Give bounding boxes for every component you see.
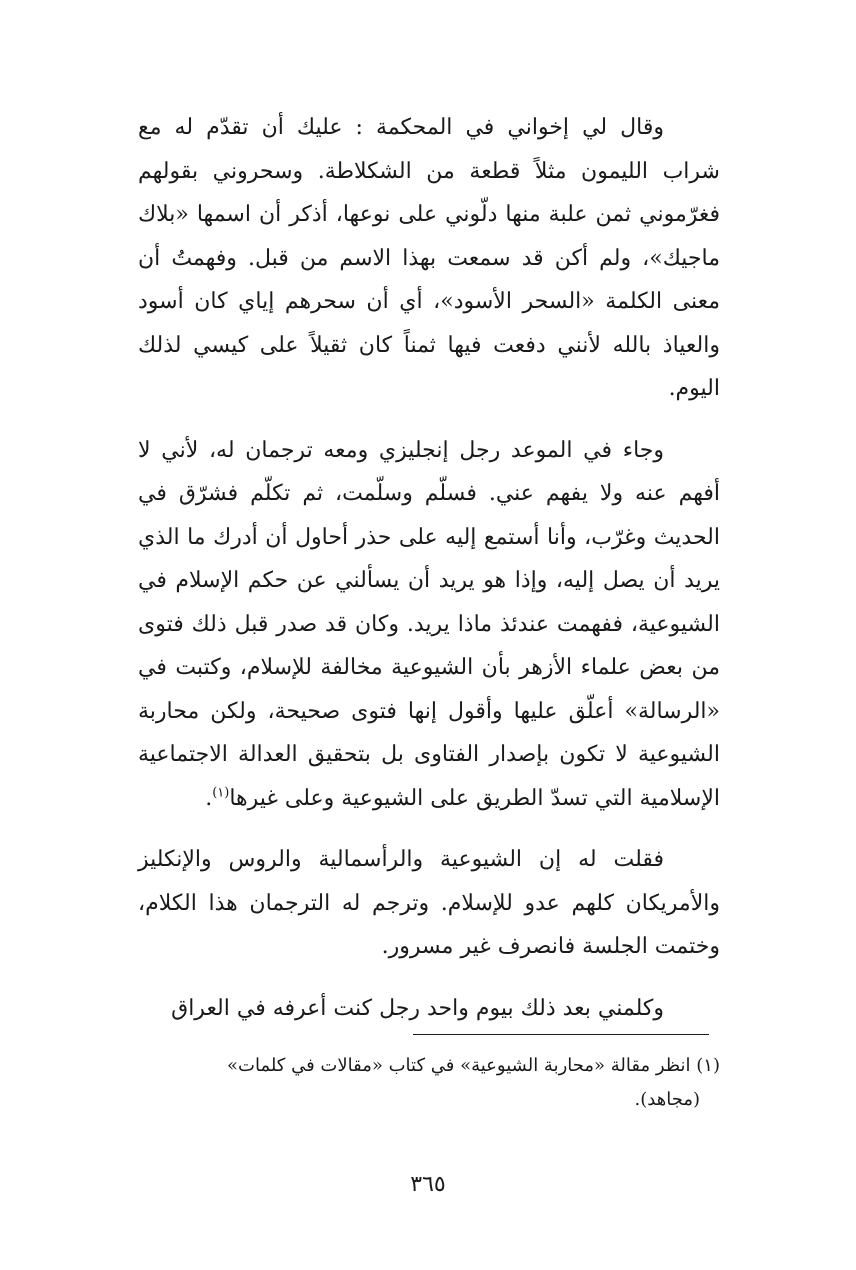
paragraph-2-end: . (205, 785, 213, 811)
paragraph-2-text: وجاء في الموعد رجل إنجليزي ومعه ترجمان له، لأني لا أفهم عنه ولا يفهم عني. فسلّم وسلّمت، ثم تكلّم فشرّق في الحديث وغرّب، وأنا أستمع إليه على حذر أحاول أن أدرك ما الذي يريد أن يصل إليه، وإذا هو يريد أن يسألني عن حكم الإسلام في الشيوعية، ففهمت عندئذ ماذا يريد. وكان قد صدر قبل ذلك فتوى من بعض علماء الأزهر بأن الشيوعية مخالفة للإسلام، وكتبت في «الرسالة» أعلّق عليها وأقول إنها فتوى صحيحة، ولكن محاربة الشيوعية لا تكون بإصدار الفتاوى بل بتحقيق العدالة الاجتماعية الإسلامية التي تسدّ الطريق على الشيوعية وعلى غيرها (138, 437, 720, 811)
body-text (138, 106, 720, 1030)
footnote-line-1: (١) انظر مقالة «محاربة الشيوعية» في كتاب «مقالات في كلمات» (227, 1055, 720, 1076)
footnote (138, 1049, 720, 1117)
paragraph-4: وكلمني بعد ذلك بيوم واحد رجل كنت أعرفه في العراق (171, 995, 664, 1021)
footnote-divider (413, 1034, 709, 1035)
footnote-line-2: (مجاهد). (634, 1089, 700, 1110)
page-number: ٣٦٥ (410, 1172, 446, 1197)
paragraph-3: فقلت له إن الشيوعية والرأسمالية والروس والإنكليز والأمريكان كلهم عدو للإسلام. وترجم له الترجمان هذا الكلام، وختمت الجلسة فانصرف غير مسرور. (138, 847, 720, 959)
footnote-reference[interactable]: (١) (212, 785, 230, 801)
paragraph-2 (138, 429, 720, 821)
paragraph-1: وقال لي إخواني في المحكمة : عليك أن تقدّم له مع شراب الليمون مثلاً قطعة من الشكلاطة. وسحروني بقولهم فغرّموني ثمن علبة منها دلّوني على نوعها، أذكر أن اسمها «بلاك ماجيك»، ولم أكن قد سمعت بهذا الاسم من قبل. وفهمتُ أن معنى الكلمة «السحر الأسود»، أي أن سحرهم إياي كان أسود والعياذ بالله لأنني دفعت فيها ثمناً كان ثقيلاً على كيسي لذلك اليوم. (138, 115, 720, 401)
